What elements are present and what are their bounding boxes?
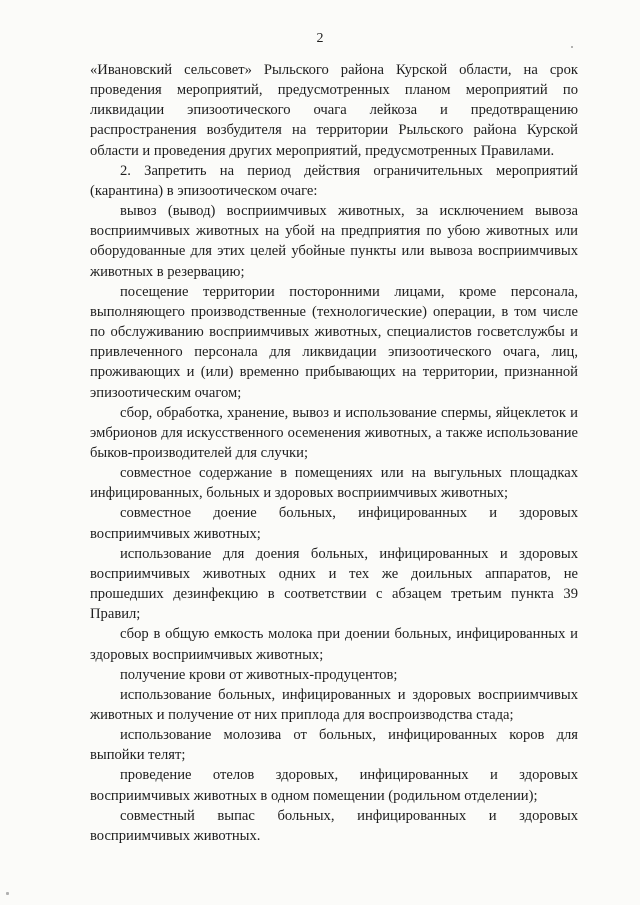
document-body [90, 60, 578, 846]
prohibition-item: сбор в общую емкость молока при доении больных, инфицированных и здоровых восприимчивых животных; [90, 626, 578, 663]
prohibition-item: совместное содержание в помещениях или на выгульных площадках инфицированных, больных и здоровых восприимчивых животных; [90, 465, 578, 502]
scan-speck [571, 46, 573, 48]
paragraph-continuation: «Ивановский сельсовет» Рыльского района Курской области, на срок проведения мероприятий, предусмотренных планом мероприятий по ликвидации эпизоотического очага лейкоза и предотвращению распространения возбудителя на территории Рыльского района Курской области и проведения других мероприятий, предусмотренных Правилами. [90, 62, 578, 159]
prohibition-item: использование больных, инфицированных и здоровых восприимчивых животных и получение от них приплода для воспроизводства стада; [90, 686, 578, 723]
prohibition-item: сбор, обработка, хранение, вывоз и использование спермы, яйцеклеток и эмбрионов для искусственного осеменения животных, а также использование быков-производителей для случки; [90, 404, 578, 461]
paragraph-item-2: 2. Запретить на период действия ограничительных мероприятий (карантина) в эпизоотическом очаге: [90, 162, 578, 199]
prohibition-item: получение крови от животных-продуцентов; [120, 666, 398, 683]
prohibition-item: проведение отелов здоровых, инфицированных и здоровых восприимчивых животных в одном помещении (родильном отделении); [90, 767, 578, 804]
prohibition-item: использование молозива от больных, инфицированных коров для выпойки телят; [90, 727, 578, 764]
scan-speck [6, 892, 9, 895]
prohibition-item: вывоз (вывод) восприимчивых животных, за исключением вывоза восприимчивых животных на убой на предприятия по убою животных или оборудованные для этих целей убойные пункты или вывоза восприимчивых животных в резервацию; [90, 203, 578, 280]
prohibition-item: совместный выпас больных, инфицированных и здоровых восприимчивых животных. [90, 807, 578, 844]
prohibition-item: использование для доения больных, инфицированных и здоровых восприимчивых животных одних и тех же доильных аппаратов, не прошедших дезинфекцию в соответствии с абзацем третьим пункта 39 Правил; [90, 545, 578, 623]
prohibition-item: посещение территории посторонними лицами, кроме персонала, выполняющего производственные (технологические) операции, в том числе по обслуживанию восприимчивых животных, специалистов госветслужбы и привлеченного персонала для ликвидации эпизоотического очага, лиц, проживающих и (или) временно прибывающих на территории, признанной эпизоотическим очагом; [90, 283, 578, 401]
page-number: 2 [316, 31, 324, 46]
prohibition-item: совместное доение больных, инфицированных и здоровых восприимчивых животных; [90, 505, 578, 542]
